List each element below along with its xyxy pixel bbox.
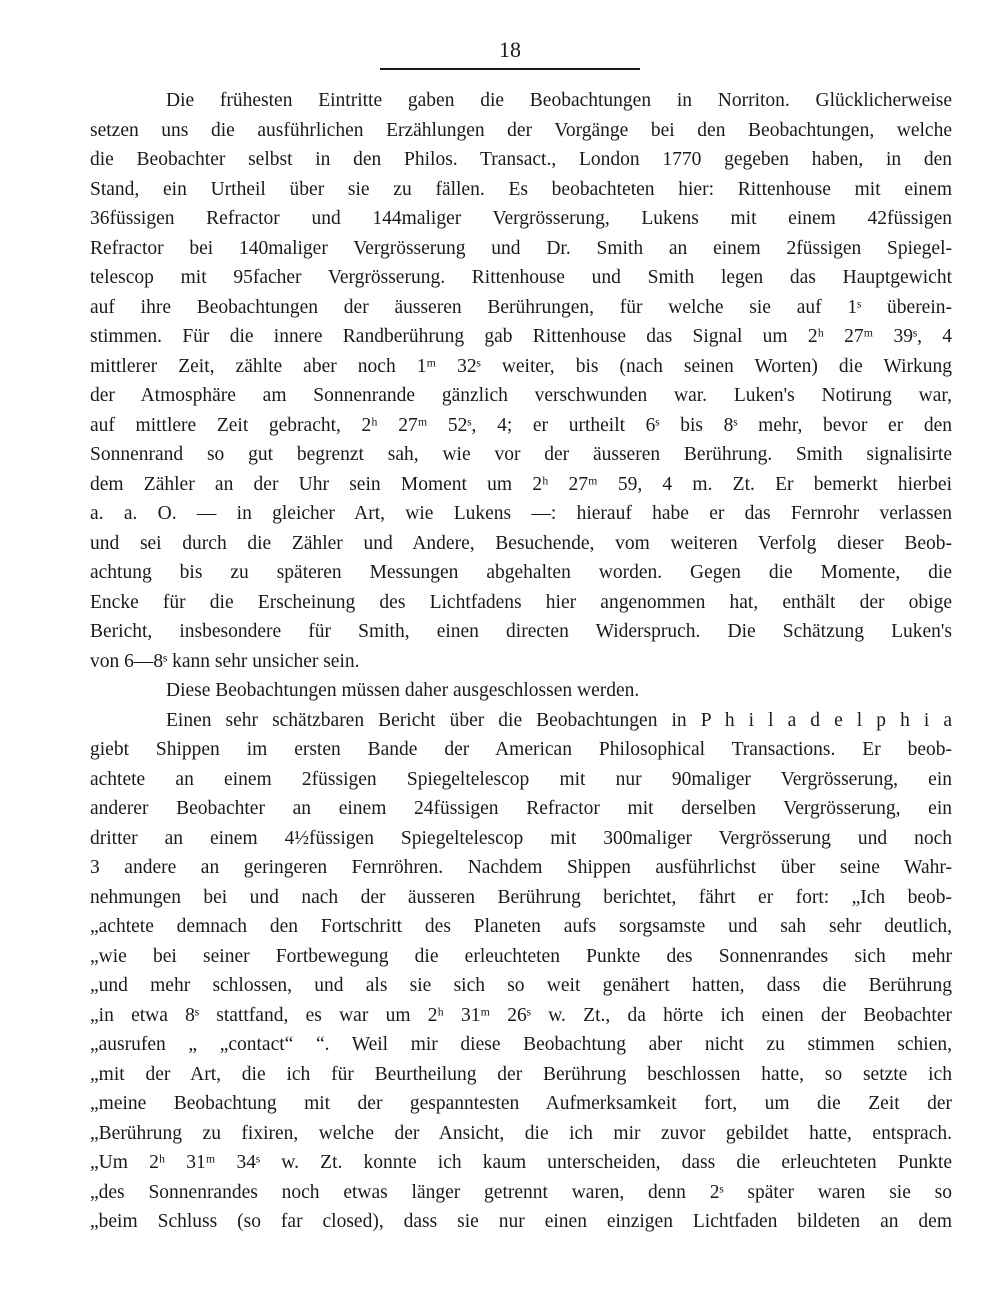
text-line: stimmen. Für die innere Randberührung gab Rittenhouse das Signal um 2ʰ 27ᵐ 39ˢ, 4 [90,326,952,347]
text-line: setzen uns die ausführlichen Erzählungen der Vorgänge bei den Beobachtungen, welche [90,119,952,141]
text-line: dritter an einem 4½füssigen Spiegeltelescop mit 300maliger Vergrösserung und noch [90,827,952,849]
text-line: nehmungen bei und nach der äusseren Berührung berichtet, fährt er fort: „Ich beob- [90,886,952,908]
text-line: von 6—8ˢ kann sehr unsicher sein. [90,650,360,672]
page-number: 18 [499,37,521,62]
text-line: Bericht, insbesondere für Smith, einen directen Widerspruch. Die Schätzung Luken's [90,621,952,642]
text-line: Einen sehr schätzbaren Bericht über die Beobachtungen in P h i l a d e l p h i a [166,709,952,731]
text-line: „in etwa 8ˢ stattfand, es war um 2ʰ 31ᵐ 26ˢ w. Zt., da hörte ich einen der Beobachter [90,1004,952,1026]
text-line: dem Zähler an der Uhr sein Moment um 2ʰ 27ᵐ 59, 4 m. Zt. Er bemerkt hierbei [90,473,952,495]
text-line: giebt Shippen im ersten Bande der American Philosophical Transactions. Er beob- [90,739,952,760]
text-line: Refractor bei 140maliger Vergrösserung und Dr. Smith an einem 2füssigen Spiegel- [90,237,952,259]
text-line: Diese Beobachtungen müssen daher ausgeschlossen werden. [166,680,640,701]
text-line: „ausrufen „ „contact“ “. Weil mir diese Beobachtung aber nicht zu stimmen schien, [90,1034,952,1055]
text-line: „wie bei seiner Fortbewegung die erleuchteten Punkte des Sonnenrandes sich mehr [90,945,952,967]
text-line: anderer Beobachter an einem 24füssigen Refractor mit derselben Vergrösserung, ein [90,798,952,819]
text-line: Stand, ein Urtheil über sie zu fällen. Es beobachteten hier: Rittenhouse mit einem [90,178,952,200]
text-line: telescop mit 95facher Vergrösserung. Rittenhouse und Smith legen das Hauptgewicht [90,267,952,288]
text-line: 36füssigen Refractor und 144maliger Vergrösserung, Lukens mit einem 42füssigen [90,208,952,229]
text-line: achtung bis zu späteren Messungen abgehalten worden. Gegen die Momente, die [90,562,952,583]
text-line: Encke für die Erscheinung des Lichtfadens hier angenommen hat, enthält der obige [90,591,952,613]
text-line: Sonnenrand so gut begrenzt sah, wie vor der äusseren Berührung. Smith signalisirte [90,444,952,465]
text-line: „beim Schluss (so far closed), dass sie nur einen einzigen Lichtfaden bildeten an dem [90,1211,952,1232]
text-line: auf ihre Beobachtungen der äusseren Berührungen, für welche sie auf 1ˢ überein- [90,296,952,318]
text-line: „Um 2ʰ 31ᵐ 34ˢ w. Zt. konnte ich kaum unterscheiden, dass die erleuchteten Punkte [90,1152,952,1173]
text-line: 3 andere an geringeren Fernröhren. Nachdem Shippen ausführlichst über seine Wahr- [90,857,952,878]
text-line: achtete an einem 2füssigen Spiegeltelescop mit nur 90maliger Vergrösserung, ein [90,768,952,790]
text-line: auf mittlere Zeit gebracht, 2ʰ 27ᵐ 52ˢ, 4; er urtheilt 6ˢ bis 8ˢ mehr, bevor er den [90,414,952,436]
text-line: „achtete demnach den Fortschritt des Planeten aufs sorgsamste und sah sehr deutlich, [90,916,952,937]
text-line: und sei durch die Zähler und Andere, Besuchende, vom weiteren Verfolg dieser Beob- [90,532,952,554]
text-line: Die frühesten Eintritte gaben die Beobachtungen in Norriton. Glücklicherweise [166,90,952,111]
text-line: „und mehr schlossen, und als sie sich so weit genähert hatten, dass die Berührung [90,975,952,996]
text-line: a. a. O. — in gleicher Art, wie Lukens —: hierauf habe er das Fernrohr verlassen [90,503,952,524]
text-line: die Beobachter selbst in den Philos. Transact., London 1770 gegeben haben, in den [90,149,952,170]
text-line: „mit der Art, die ich für Beurtheilung der Berührung beschlossen hatte, so setzte ich [90,1063,952,1085]
text-line: „Berührung zu fixiren, welche der Ansicht, die ich mir zuvor gebildet hatte, entsprach. [90,1122,952,1144]
header-rule [380,68,640,70]
text-line: „des Sonnenrandes noch etwas länger getrennt waren, denn 2ˢ später waren sie so [90,1181,952,1203]
text-line: „meine Beobachtung mit der gespanntesten Aufmerksamkeit fort, um die Zeit der [90,1093,952,1114]
body-text [90,86,952,1237]
text-line: der Atmosphäre am Sonnenrande gänzlich verschwunden war. Luken's Notirung war, [90,385,952,406]
text-line: mittlerer Zeit, zählte aber noch 1ᵐ 32ˢ weiter, bis (nach seinen Worten) die Wirkung [90,355,952,377]
